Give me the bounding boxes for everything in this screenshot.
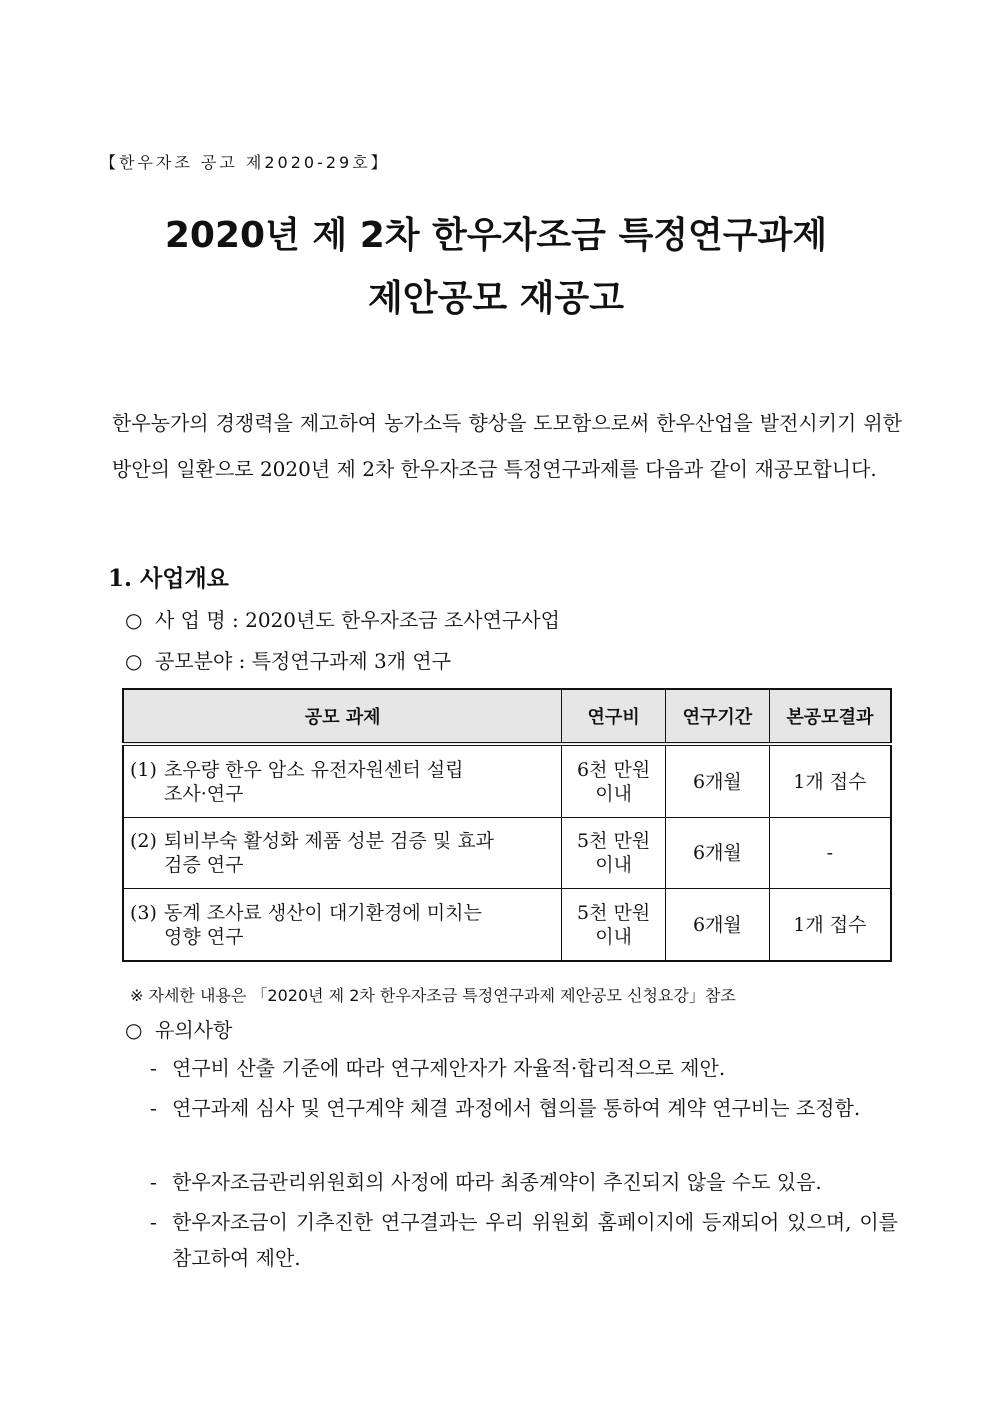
business-name-text: 사 업 명 : 2020년도 한우자조금 조사연구사업 bbox=[155, 608, 560, 632]
caution-item: - 연구비 산출 기준에 따라 연구제안자가 자율적·합리적으로 제안. bbox=[150, 1050, 898, 1086]
field-text: 공모분야 : 특정연구과제 3개 연구 bbox=[155, 649, 452, 673]
dash-marker: - bbox=[150, 1056, 157, 1080]
document-title-line2: 제안공모 재공고 bbox=[368, 278, 624, 319]
dash-marker: - bbox=[150, 1096, 157, 1120]
business-name-item bbox=[125, 604, 560, 633]
period-cell: 6개월 bbox=[666, 744, 770, 818]
budget-cell: 5천 만원 이내 bbox=[562, 818, 666, 889]
budget-cell: 5천 만원 이내 bbox=[562, 889, 666, 961]
header-budget: 연구비 bbox=[562, 689, 666, 744]
result-cell: 1개 접수 bbox=[769, 744, 891, 818]
topic-cell: (2) 퇴비부숙 활성화 제품 성분 검증 및 효과 검증 연구 bbox=[123, 818, 562, 889]
document-title-line1: 2020년 제 2차 한우자조금 특정연구과제 bbox=[164, 215, 828, 256]
table-row bbox=[123, 818, 891, 889]
topic-cell: (1) 초우량 한우 암소 유전자원센터 설립 조사·연구 bbox=[123, 744, 562, 818]
cautions-heading bbox=[125, 1014, 232, 1043]
tasks-table bbox=[122, 688, 892, 962]
header-result: 본공모결과 bbox=[769, 689, 891, 744]
bullet-circle-icon: ○ bbox=[125, 608, 143, 632]
notice-number: 【한우자조 공고 제2020-29호】 bbox=[100, 153, 390, 172]
period-cell: 6개월 bbox=[666, 889, 770, 961]
header-period: 연구기간 bbox=[666, 689, 770, 744]
period-cell: 6개월 bbox=[666, 818, 770, 889]
table-row bbox=[123, 744, 891, 818]
budget-cell: 6천 만원 이내 bbox=[562, 744, 666, 818]
intro-paragraph: 한우농가의 경쟁력을 제고하여 농가소득 향상을 도모함으로써 한우산업을 발전시키기 위한 방안의 일환으로 2020년 제 2차 한우자조금 특정연구과제를 다음과 같이 재공모합니다. bbox=[112, 411, 902, 481]
cautions-heading-text: 유의사항 bbox=[155, 1018, 233, 1042]
result-cell: 1개 접수 bbox=[769, 889, 891, 961]
result-cell: - bbox=[769, 818, 891, 889]
bullet-circle-icon: ○ bbox=[125, 1018, 143, 1042]
reference-note: ※ 자세한 내용은 「2020년 제 2차 한우자조금 특정연구과제 제안공모 신청요강」참조 bbox=[130, 986, 736, 1005]
topic-cell: (3) 동계 조사료 생산이 대기환경에 미치는 영향 연구 bbox=[123, 889, 562, 961]
header-topic: 공모 과제 bbox=[123, 689, 562, 744]
caution-item: - 연구과제 심사 및 연구계약 체결 과정에서 협의를 통하여 계약 연구비는 조정함. bbox=[150, 1090, 898, 1126]
section-heading: 1. 사업개요 bbox=[108, 565, 229, 592]
table-header-row bbox=[123, 689, 891, 744]
caution-item: - 한우자조금이 기추진한 연구결과는 우리 위원회 홈페이지에 등재되어 있으며, 이를 참고하여 제안. bbox=[150, 1204, 898, 1276]
bullet-circle-icon: ○ bbox=[125, 649, 143, 673]
table-row bbox=[123, 889, 891, 961]
field-item bbox=[125, 645, 451, 674]
dash-marker: - bbox=[150, 1210, 157, 1234]
caution-item: - 한우자조금관리위원회의 사정에 따라 최종계약이 추진되지 않을 수도 있음. bbox=[150, 1164, 898, 1200]
dash-marker: - bbox=[150, 1170, 157, 1194]
